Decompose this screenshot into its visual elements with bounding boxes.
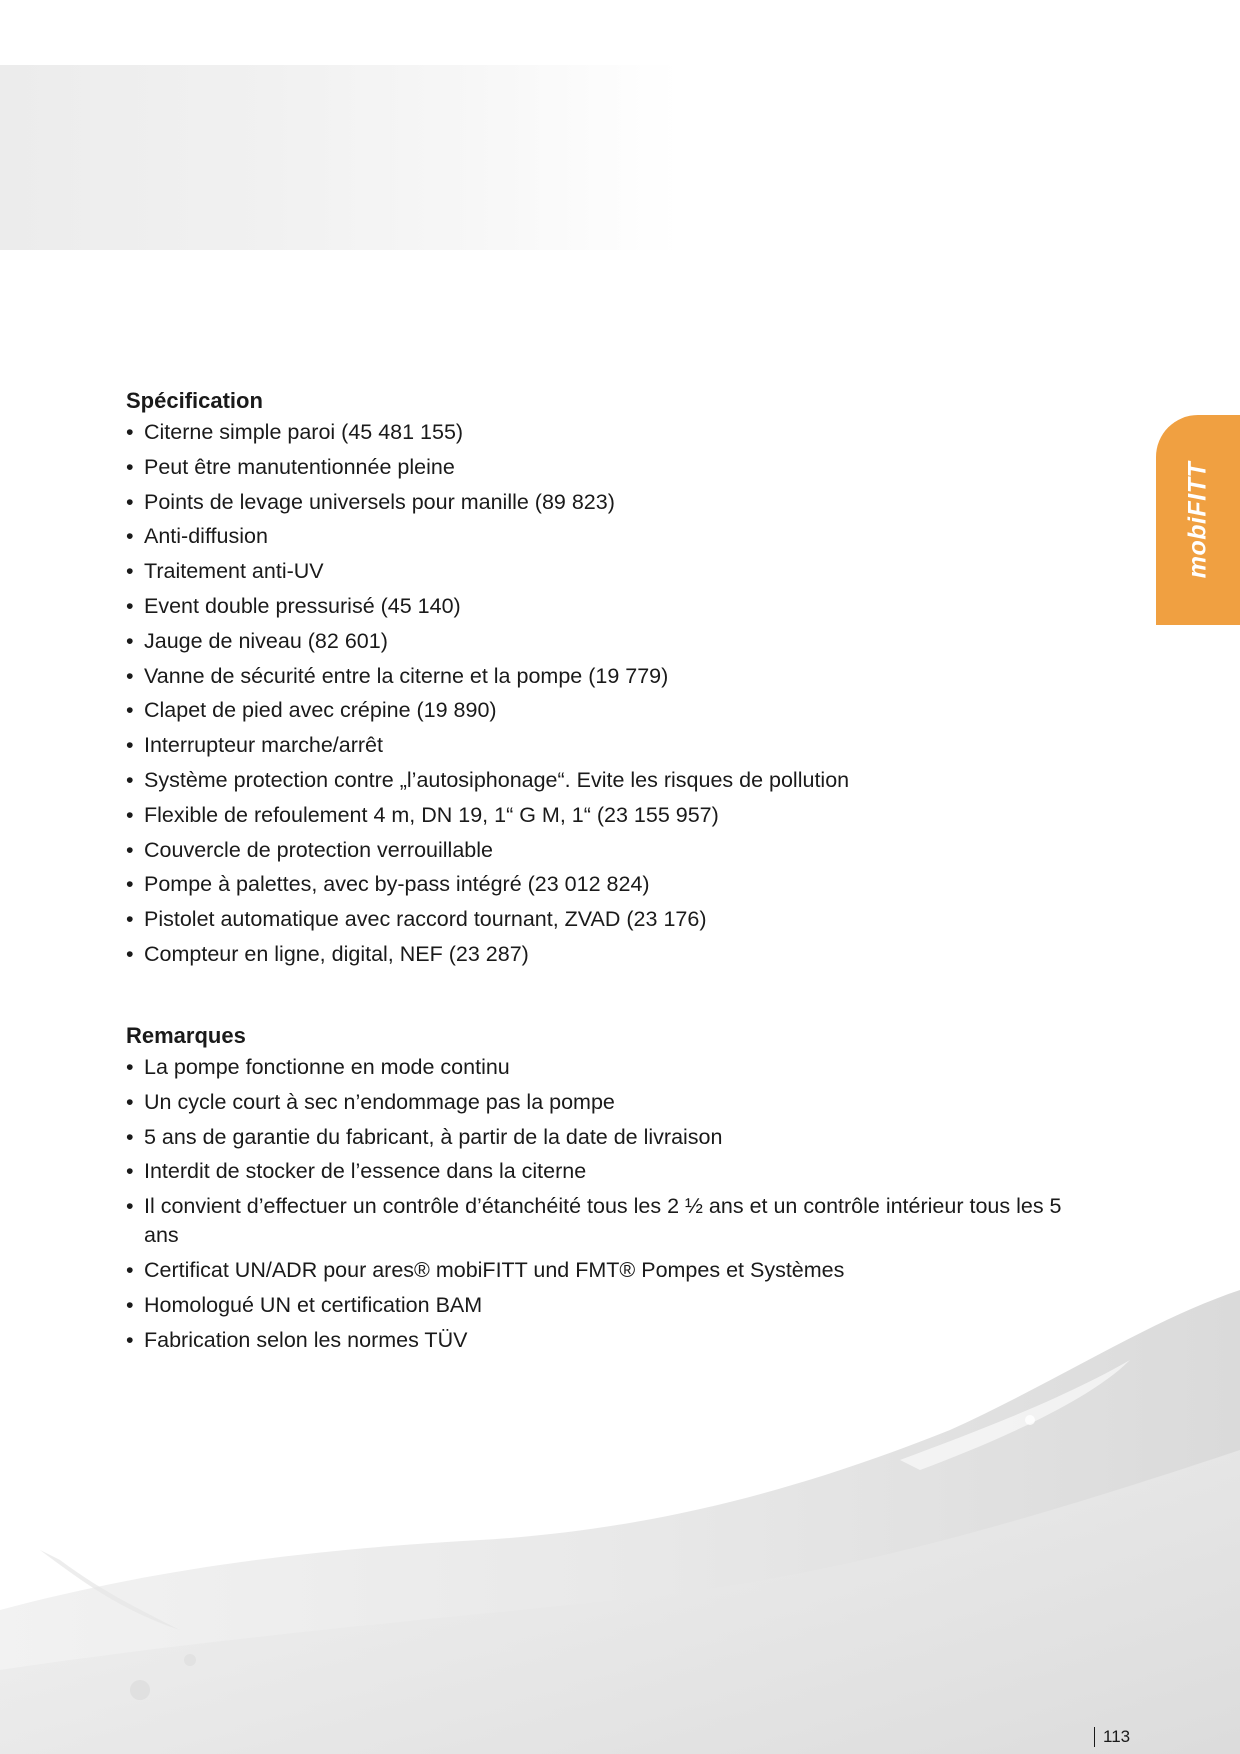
- list-item: • Anti-diffusion: [126, 522, 1066, 551]
- specification-section: [126, 386, 1066, 969]
- list-item: • Système protection contre „l’autosiphonage“. Evite les risques de pollution: [126, 766, 1066, 795]
- list-item: • Il convient d’effectuer un contrôle d’étanchéité tous les 2 ½ ans et un contrôle intérieur tous les 5 ans: [126, 1192, 1066, 1250]
- specification-list: [126, 418, 1066, 969]
- list-item: • La pompe fonctionne en mode continu: [126, 1053, 1066, 1082]
- header-band: [0, 65, 680, 250]
- list-item: • Peut être manutentionnée pleine: [126, 453, 1066, 482]
- side-tab-label: mobiFITT: [1183, 461, 1212, 579]
- list-item: • 5 ans de garantie du fabricant, à partir de la date de livraison: [126, 1123, 1066, 1152]
- list-item: • Citerne simple paroi (45 481 155): [126, 418, 1066, 447]
- list-item: • Flexible de refoulement 4 m, DN 19, 1“ G M, 1“ (23 155 957): [126, 801, 1066, 830]
- list-item: • Clapet de pied avec crépine (19 890): [126, 696, 1066, 725]
- list-item: • Compteur en ligne, digital, NEF (23 287): [126, 940, 1066, 969]
- list-item: • Pompe à palettes, avec by-pass intégré (23 012 824): [126, 870, 1066, 899]
- list-item: • Event double pressurisé (45 140): [126, 592, 1066, 621]
- list-item: • Fabrication selon les normes TÜV: [126, 1326, 1066, 1355]
- list-item: • Interdit de stocker de l’essence dans la citerne: [126, 1157, 1066, 1186]
- list-item: • Points de levage universels pour manille (89 823): [126, 488, 1066, 517]
- list-item: • Un cycle court à sec n’endommage pas la pompe: [126, 1088, 1066, 1117]
- list-item: • Couvercle de protection verrouillable: [126, 836, 1066, 865]
- remarques-title: Remarques: [126, 1022, 246, 1048]
- list-item: • Interrupteur marche/arrêt: [126, 731, 1066, 760]
- list-item: • Traitement anti-UV: [126, 557, 1066, 586]
- list-item: • Certificat UN/ADR pour ares® mobiFITT und FMT® Pompes et Systèmes: [126, 1256, 1066, 1285]
- remarques-list: [126, 1053, 1066, 1355]
- side-tab: [1156, 415, 1240, 625]
- list-item: • Vanne de sécurité entre la citerne et la pompe (19 779): [126, 662, 1066, 691]
- page-number: 113: [1094, 1727, 1130, 1747]
- remarques-section: [126, 1021, 1066, 1355]
- list-item: • Homologué UN et certification BAM: [126, 1291, 1066, 1320]
- main-content: [126, 386, 1066, 1360]
- list-item: • Jauge de niveau (82 601): [126, 627, 1066, 656]
- list-item: • Pistolet automatique avec raccord tournant, ZVAD (23 176): [126, 905, 1066, 934]
- specification-title: Spécification: [126, 388, 263, 413]
